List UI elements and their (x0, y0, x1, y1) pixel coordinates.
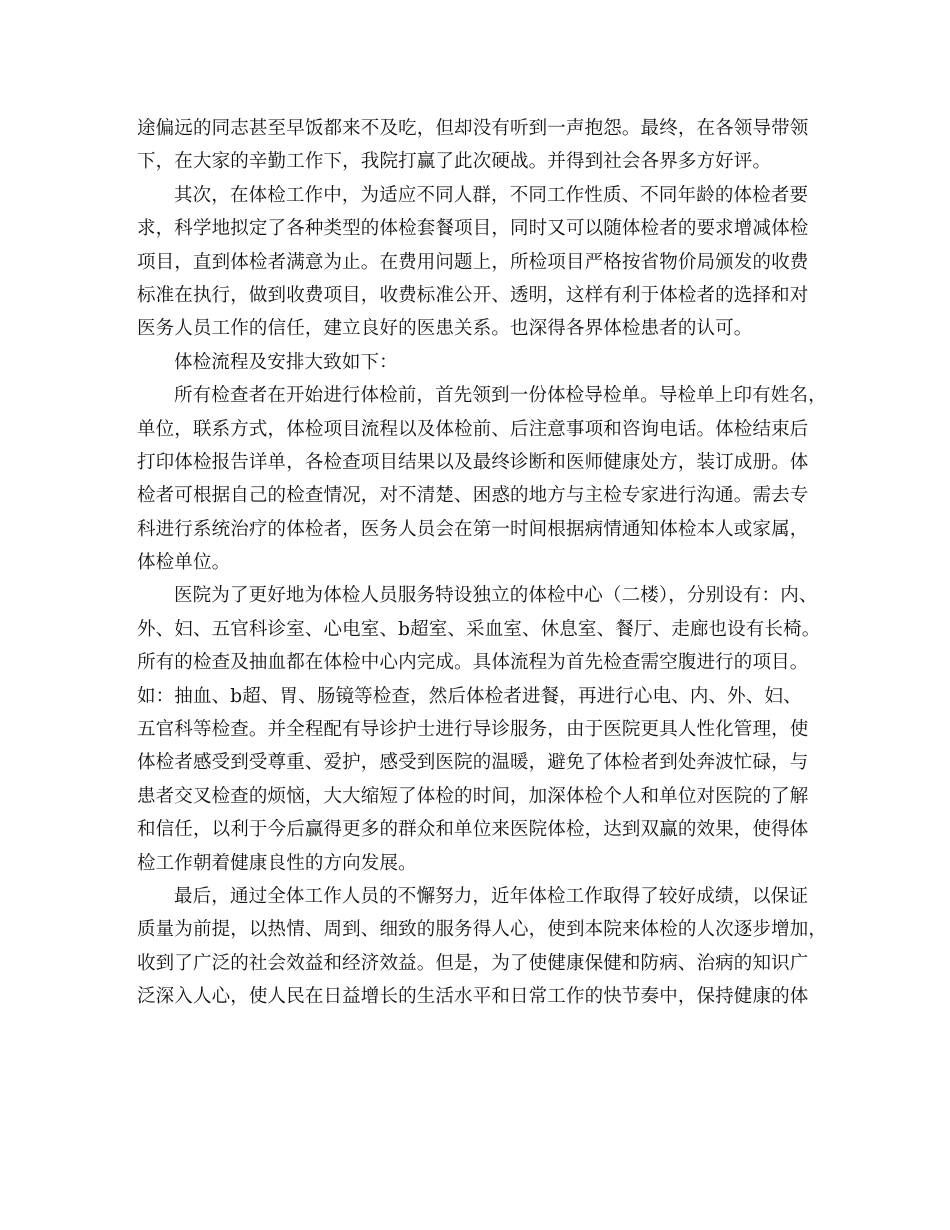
text-line: 和信任，以利于今后赢得更多的群众和单位来医院体检，达到双赢的效果，使得体 (137, 819, 809, 841)
text-line: 标准在执行，做到收费项目，收费标准公开、透明，这样有利于体检者的选择和对 (137, 284, 809, 306)
paragraph-first-line: 体检流程及安排大致如下： (174, 351, 398, 373)
text-line: 单位，联系方式，体检项目流程以及体检前、后注意事项和咨询电话。体检结束后 (137, 418, 809, 440)
text-line: 体检单位。 (137, 552, 231, 574)
text-line: 下，在大家的辛勤工作下，我院打赢了此次硬战。并得到社会各界多方好评。 (137, 151, 772, 173)
paragraph-first-line: 其次，在体检工作中，为适应不同人群，不同工作性质、不同年龄的体检者要 (174, 184, 809, 206)
paragraph-first-line: 医院为了更好地为体检人员服务特设独立的体检中心（二楼），分别设有：内、 (174, 585, 818, 607)
text-line: 收到了广泛的社会效益和经济效益。但是，为了使健康保健和防病、治病的知识广 (137, 952, 809, 974)
text-line: 检者可根据自己的检查情况，对不清楚、困惑的地方与主检专家进行沟通。需去专 (137, 485, 809, 507)
text-line: 所有的检查及抽血都在体检中心内完成。具体流程为首先检查需空腹进行的项目。 (137, 652, 809, 674)
text-line: 检工作朝着健康良性的方向发展。 (137, 852, 417, 874)
text-line: 项目，直到体检者满意为止。在费用问题上，所检项目严格按省物价局颁发的收费 (137, 251, 809, 273)
paragraph-first-line: 所有检查者在开始进行体检前，首先领到一份体检导检单。导检单上印有姓名， (174, 385, 827, 407)
text-line: 如：抽血、b超、胃、肠镜等检查，然后体检者进餐，再进行心电、内、外、妇、 (137, 685, 802, 707)
text-line: 五官科等检查。并全程配有导诊护士进行导诊服务，由于医院更具人性化管理，使 (137, 719, 809, 741)
text-line: 医务人员工作的信任，建立良好的医患关系。也深得各界体检患者的认可。 (137, 318, 753, 340)
text-line: 患者交叉检查的烦恼，大大缩短了体检的时间，加深体检个人和单位对医院的了解 (137, 785, 809, 807)
text-line: 泛深入人心，使人民在日益增长的生活水平和日常工作的快节奏中，保持健康的体 (137, 986, 809, 1008)
text-line: 求，科学地拟定了各种类型的体检套餐项目，同时又可以随体检者的要求增减体检 (137, 218, 809, 240)
text-line: 途偏远的同志甚至早饭都来不及吃，但却没有听到一声抱怨。最终，在各领导带领 (137, 118, 809, 139)
text-line: 质量为前提，以热情、周到、细致的服务得人心，使到本院来体检的人次逐步增加， (137, 919, 828, 941)
body-text (137, 112, 827, 1014)
paragraph-first-line: 最后，通过全体工作人员的不懈努力，近年体检工作取得了较好成绩，以保证 (174, 885, 809, 907)
text-line: 科进行系统治疗的体检者，医务人员会在第一时间根据病情通知体检本人或家属， (137, 518, 809, 540)
text-line: 体检者感受到受尊重、爱护，感受到医院的温暖，避免了体检者到处奔波忙碌，与 (137, 752, 809, 774)
text-line: 外、妇、五官科诊室、心电室、b超室、采血室、休息室、餐厅、走廊也设有长椅。 (137, 618, 821, 640)
text-line: 打印体检报告详单，各检查项目结果以及最终诊断和医师健康处方，装订成册。体 (137, 451, 809, 473)
